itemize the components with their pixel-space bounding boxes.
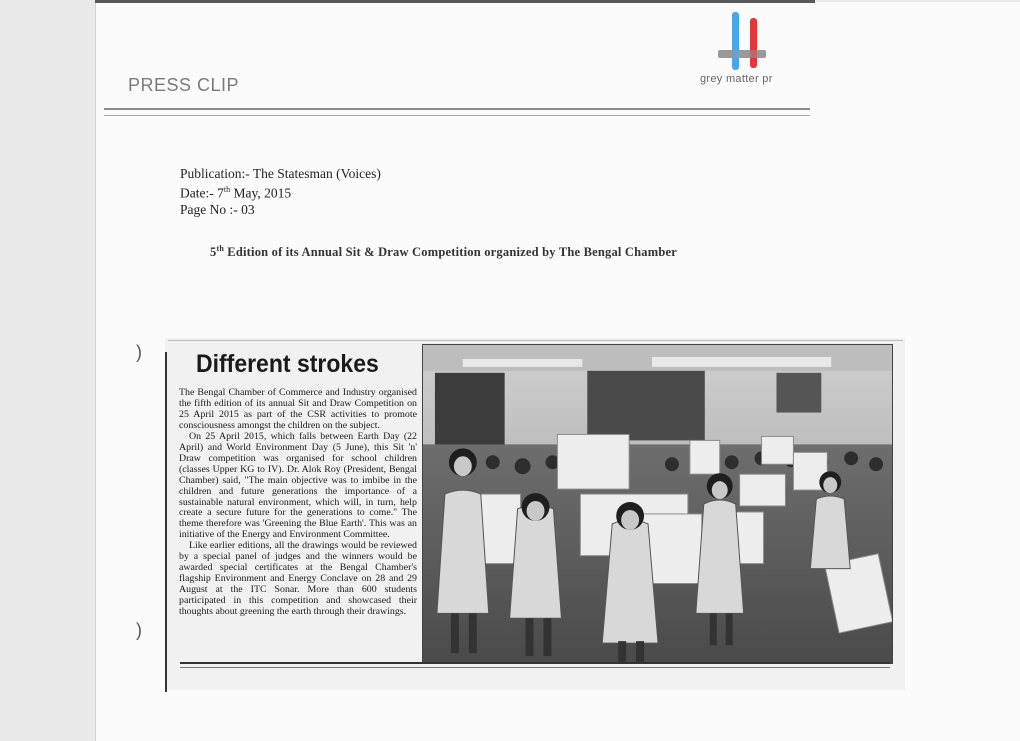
clipping-rule-bottom <box>180 662 890 664</box>
punch-hole-top: ) <box>136 342 142 362</box>
clipping-edge-left <box>165 352 167 692</box>
headline-text: Edition of its Annual Sit & Draw Competition organized by The Bengal Chamber <box>223 245 678 260</box>
article-photo <box>422 344 893 664</box>
date-suffix: May, 2015 <box>230 185 292 201</box>
clipping-rule-bottom-thin <box>180 667 890 668</box>
date-prefix: Date:- 7 <box>180 185 224 201</box>
logo-text: grey matter pr <box>700 73 773 85</box>
punch-hole-bottom: ) <box>136 620 142 640</box>
clipping-edge-top <box>168 340 903 341</box>
article-paragraph: The Bengal Chamber of Commerce and Industry organised the fifth edition of its annual Sit and Draw Competition on 25 April 2015 as part of the CSR activities to promote consciousness amongst the children on the subject. <box>179 387 417 431</box>
header-rule <box>104 108 810 110</box>
page-number-line: Page No :- 03 <box>180 201 255 217</box>
date-sup: th <box>223 185 231 194</box>
clip-headline <box>210 244 677 260</box>
header-rule-thin <box>104 115 810 116</box>
press-clip-label: PRESS CLIP <box>128 75 240 95</box>
publication-meta <box>180 166 381 218</box>
headline-sup: th <box>216 244 224 253</box>
article-body <box>179 388 417 618</box>
page-top-edge <box>95 0 815 3</box>
article-paragraph: Like earlier editions, all the drawings would be reviewed by a special panel of judges and the winners would be awarded special certificates at the Bengal Chamber's flagship Environment and Energy Conclave on 28 and 29 August at the ITC Sonar. More than 600 students participated in this competition and showcased their thoughts about greening the earth through their drawings. <box>179 540 417 618</box>
headline-prefix: 5 <box>210 245 217 260</box>
date-line <box>180 182 381 202</box>
article-paragraph: On 25 April 2015, which falls between Earth Day (22 April) and World Environment Day (5 June), this Sit 'n' Draw competition was organised for school children (classes Upper KG to IV). Dr. Alok Roy (President, Bengal Chamber) said, "The main objective was to imbibe in the children and future generations the importance of a sustainable natural environment, which will, in turn, help create a secure future for the generations to come." The theme therefore was 'Greening the Blue Earth'. This was an initiative of the Energy and Environment Committee. <box>179 430 417 541</box>
article-title: Different strokes <box>196 350 379 378</box>
publication-line: Publication:- The Statesman (Voices) <box>180 166 381 181</box>
